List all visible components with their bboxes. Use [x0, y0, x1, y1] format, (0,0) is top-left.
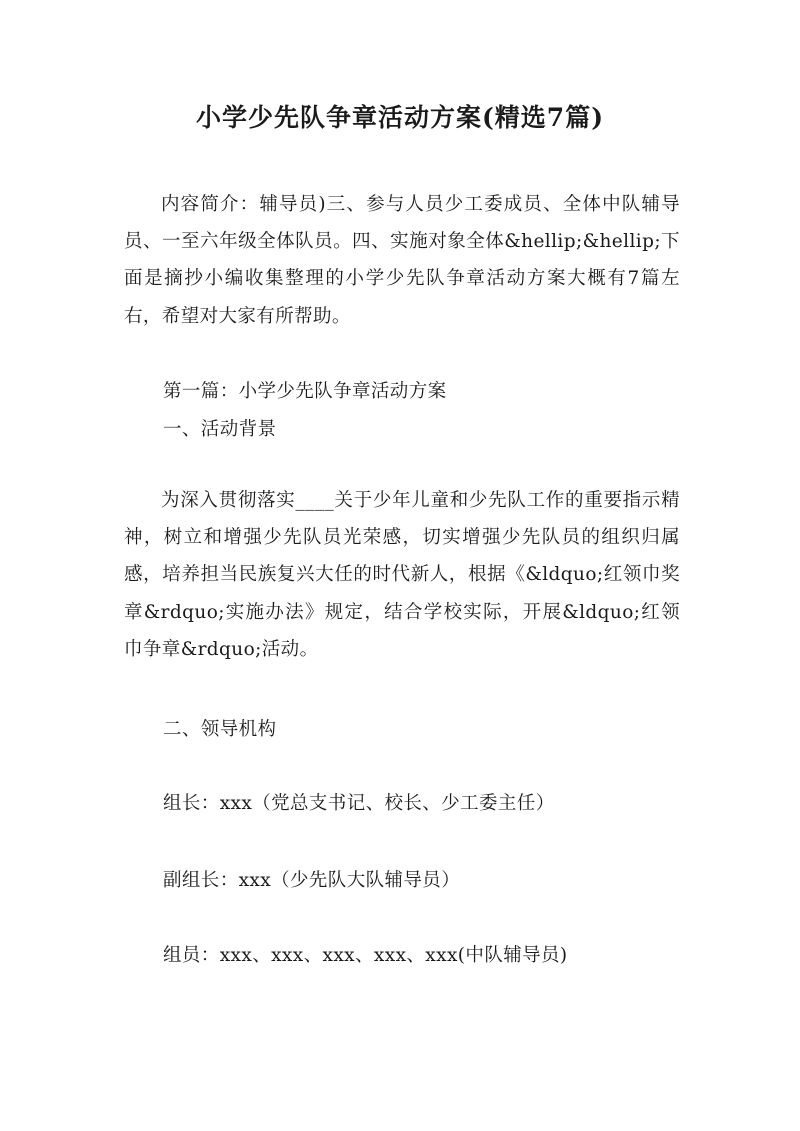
heading-leadership: 二、领导机构 [163, 719, 277, 740]
heading-activity-background: 一、活动背景 [163, 419, 277, 440]
summary-paragraph: 内容简介：辅导员)三、参与人员少工委成员、全体中队辅导员、一至六年级全体队员。四、实施对象全体&hellip;&hellip;下面是摘抄小编收集整理的小学少先队争章活动方案大概有7篇左右，希望对大家有所帮助。 [124, 194, 680, 327]
leader-line: 组长：xxx（党总支书记、校长、少工委主任） [163, 793, 555, 814]
members-line: 组员：xxx、xxx、xxx、xxx、xxx(中队辅导员) [163, 945, 568, 966]
vice-leader-line: 副组长：xxx（少先队大队辅导员） [163, 870, 461, 891]
document-title: 小学少先队争章活动方案(精选7篇) [195, 103, 605, 132]
background-paragraph: 为深入贯彻落实____关于少年儿童和少先队工作的重要指示精神，树立和增强少先队员光荣感，切实增强少先队员的组织归属感，培养担当民族复兴大任的时代新人，根据《&ldquo;红领巾奖章&rdquo;实施办法》规定，结合学校实际，开展&ldquo;红领巾争章&rdquo;活动。 [124, 490, 680, 660]
section-title: 第一篇：小学少先队争章活动方案 [163, 381, 447, 402]
